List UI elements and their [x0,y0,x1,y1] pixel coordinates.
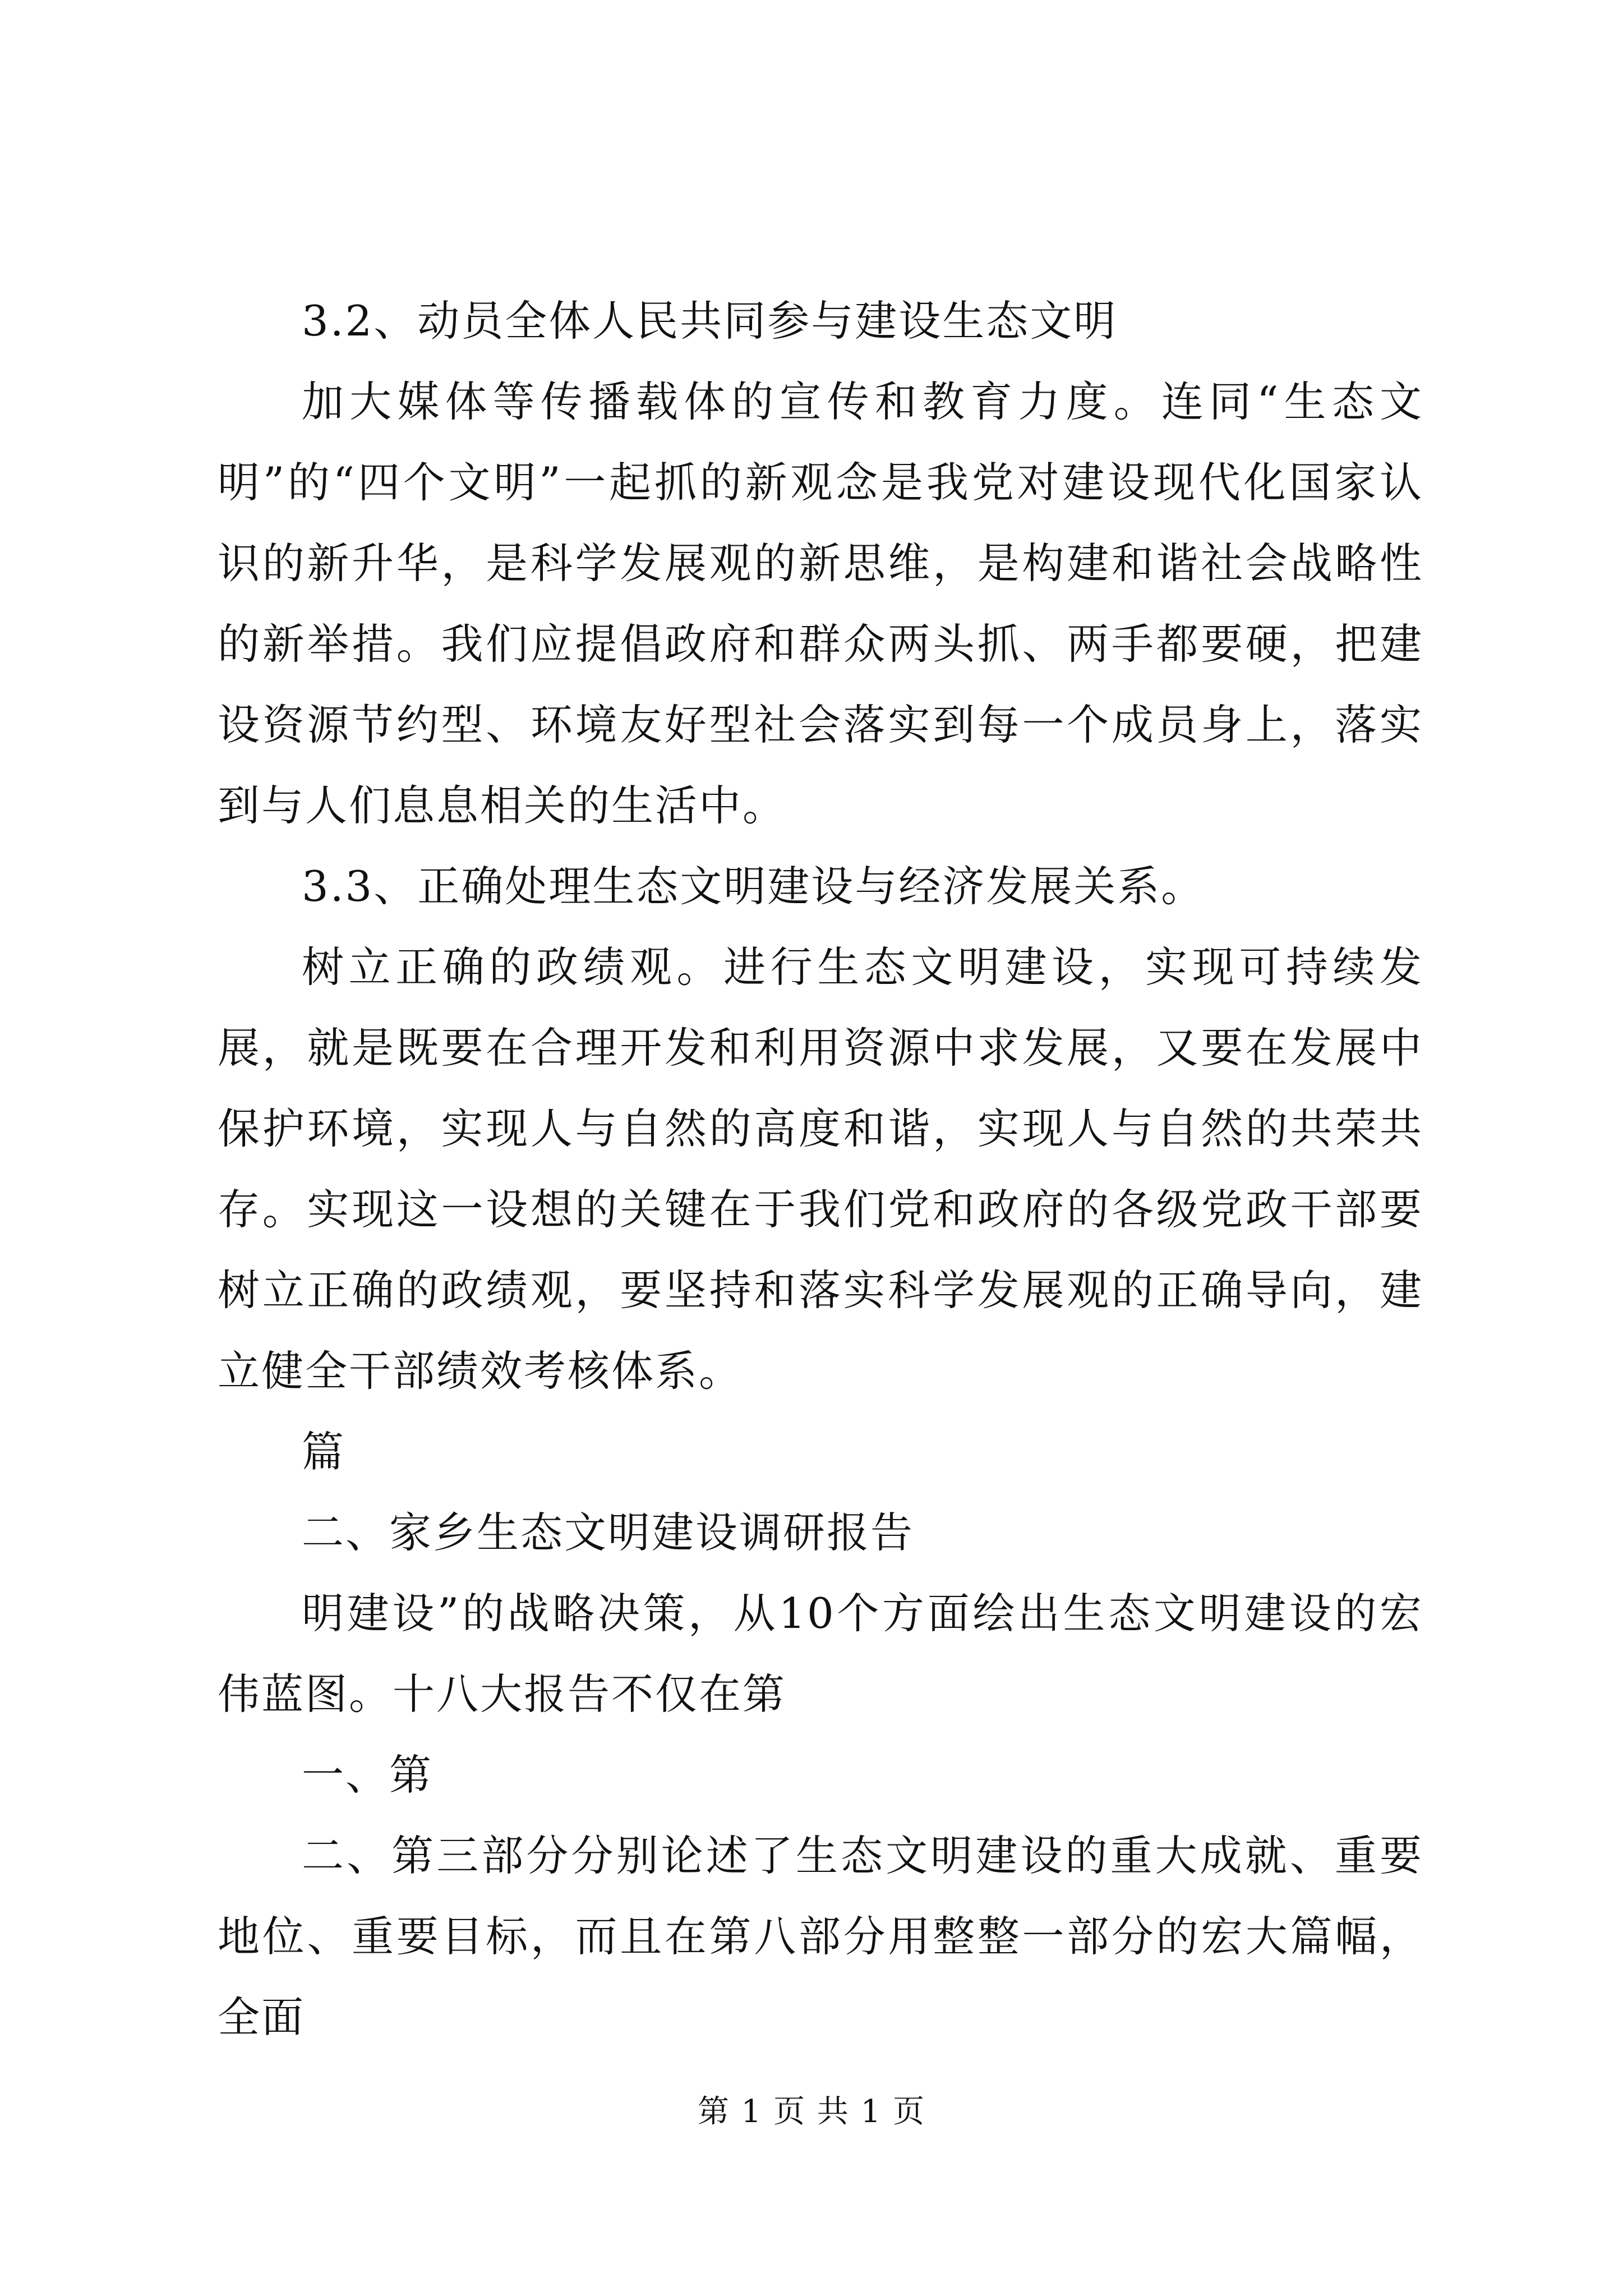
section-heading-3-3: 3.3、正确处理生态文明建设与经济发展关系。 [302,862,1205,911]
section-heading-3-2: 3.2、动员全体人民共同参与建设生态文明 [302,296,1118,346]
paragraph-achievements: 二、第三部分分别论述了生态文明建设的重大成就、重要地位、重要目标，而且在第八部分用整整一部分的宏大篇幅，全面 [218,1831,1423,2042]
paragraph-first: 一、第 [302,1750,434,1800]
section-heading-report: 二、家乡生态文明建设调研报告 [302,1508,915,1557]
paragraph-strategy: 明建设”的战略决策，从10个方面绘出生态文明建设的宏伟蓝图。十八大报告不仅在第 [218,1589,1423,1719]
document-body [218,280,1423,2058]
paragraph-media-publicity: 加大媒体等传播载体的宣传和教育力度。连同“生态文明”的“四个文明”一起抓的新观念是我党对建设现代化国家认识的新升华，是科学发展观的新思维，是构建和谐社会战略性的新举措。我们应提倡政府和群众两头抓、两手都要硬，把建设资源节约型、环境友好型社会落实到每一个成员身上，落实到与人们息息相关的生活中。 [218,377,1423,830]
paragraph-pian: 篇 [302,1427,346,1476]
page-number-footer: 第 1 页 共 1 页 [697,2093,926,2130]
paragraph-performance-view: 树立正确的政绩观。进行生态文明建设，实现可持续发展，就是既要在合理开发和利用资源中求发展，又要在发展中保护环境，实现人与自然的高度和谐，实现人与自然的共荣共存。实现这一设想的关键在于我们党和政府的各级党政干部要树立正确的政绩观，要坚持和落实科学发展观的正确导向，建立健全干部绩效考核体系。 [218,942,1423,1396]
